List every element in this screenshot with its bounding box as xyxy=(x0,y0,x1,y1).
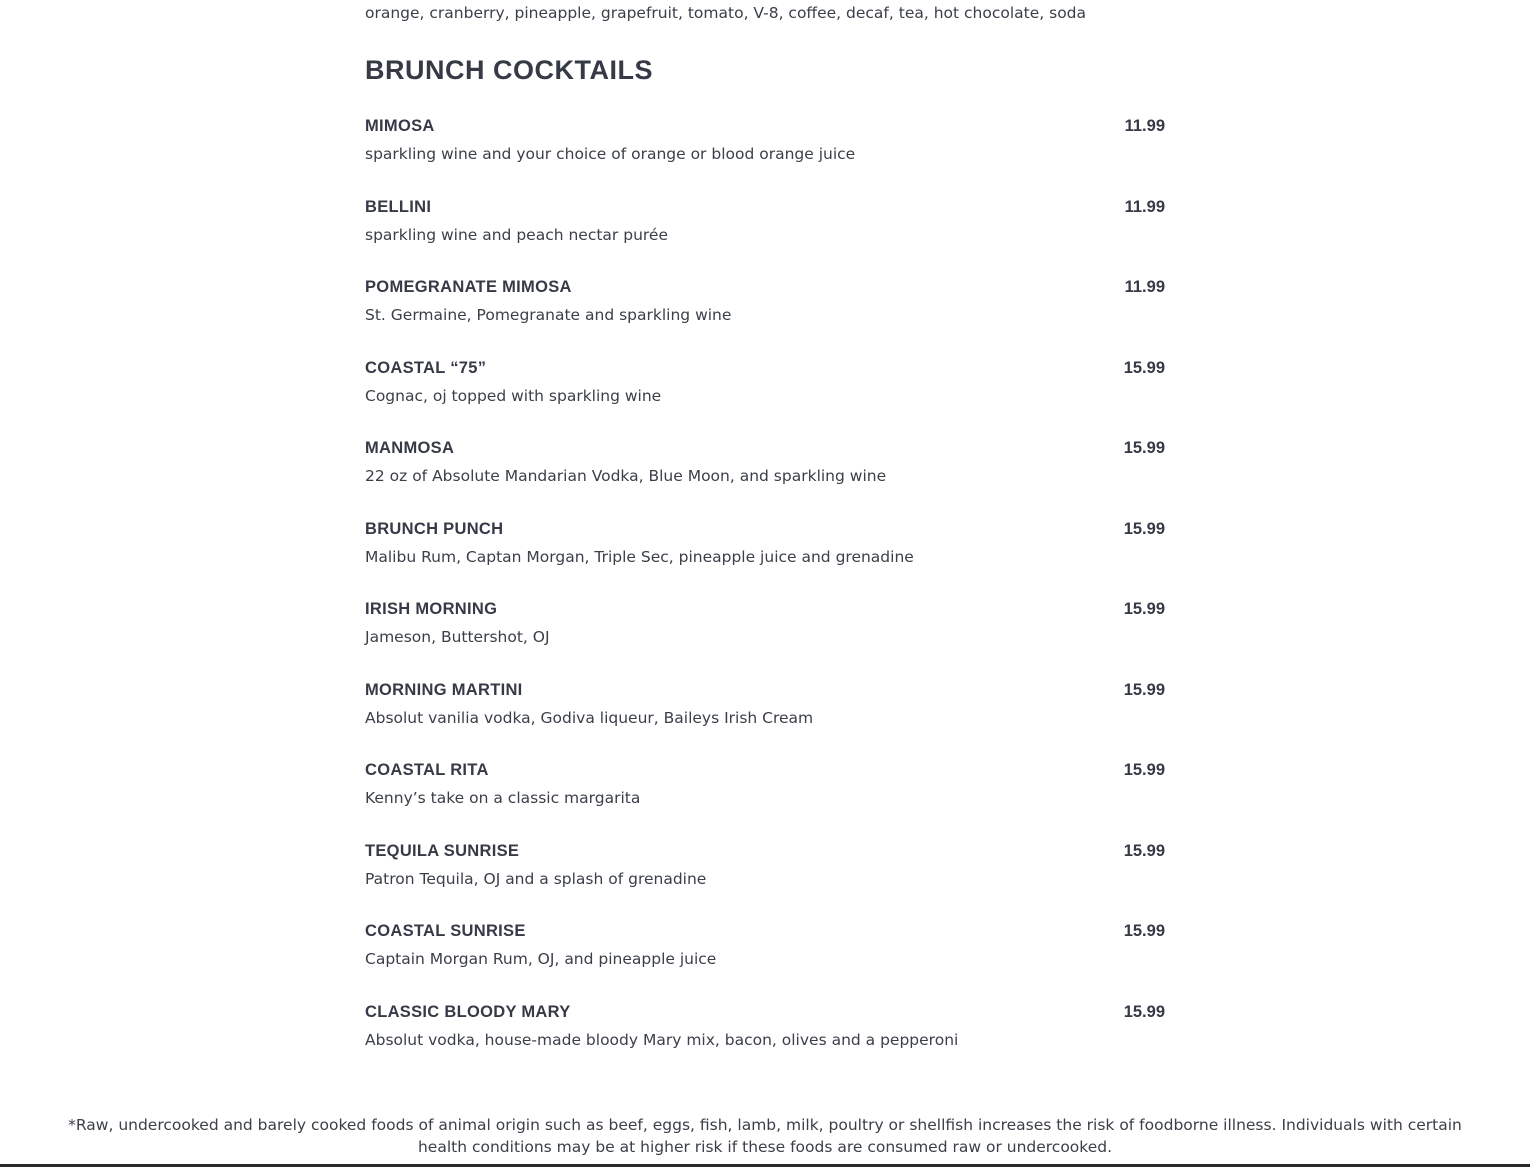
menu-item xyxy=(365,115,1165,196)
menu-item xyxy=(365,598,1165,679)
menu-item xyxy=(365,437,1165,518)
item-name: BRUNCH PUNCH xyxy=(365,519,504,538)
item-description: St. Germaine, Pomegranate and sparkling wine xyxy=(365,306,732,324)
item-description: Cognac, oj topped with sparkling wine xyxy=(365,386,662,405)
item-price: 15.99 xyxy=(1123,439,1165,457)
item-price: 15.99 xyxy=(1123,922,1165,940)
item-price: 15.99 xyxy=(1123,600,1165,618)
food-safety-disclaimer: *Raw, undercooked and barely cooked foods of animal origin such as beef, eggs, fish, lamb, milk, poultry or shellfish increases the risk of foodborne illness. Individuals with certain health conditions may be at higher risk if these foods are consumed raw or undercooked. xyxy=(68,1116,1462,1156)
item-price: 15.99 xyxy=(1123,841,1165,860)
item-price: 15.99 xyxy=(1123,358,1165,377)
item-description: Kenny’s take on a classic margarita xyxy=(365,789,641,807)
item-price: 15.99 xyxy=(1123,519,1165,538)
item-name: POMEGRANATE MIMOSA xyxy=(365,278,572,296)
menu-item xyxy=(365,357,1165,438)
menu-item xyxy=(365,679,1165,760)
item-price: 11.99 xyxy=(1124,117,1165,135)
item-description: Absolut vanilia vodka, Godiva liqueur, Baileys Irish Cream xyxy=(365,708,814,727)
item-name: MORNING MARTINI xyxy=(365,680,523,699)
item-description: 22 oz of Absolute Mandarian Vodka, Blue Moon, and sparkling wine xyxy=(365,467,887,485)
non-alcoholic-beverages-list: orange, cranberry, pineapple, grapefruit, tomato, V-8, coffee, decaf, tea, hot chocolate, soda xyxy=(365,4,1087,22)
item-description: Malibu Rum, Captan Morgan, Triple Sec, pineapple juice and grenadine xyxy=(365,547,914,566)
menu-item xyxy=(365,196,1165,277)
item-name: TEQUILA SUNRISE xyxy=(365,841,520,860)
item-description: Absolut vodka, house-made bloody Mary mix, bacon, olives and a pepperoni xyxy=(365,1030,959,1049)
item-name: CLASSIC BLOODY MARY xyxy=(365,1002,571,1021)
menu-item xyxy=(365,518,1165,599)
cocktail-list xyxy=(365,115,1165,1081)
menu-item xyxy=(365,759,1165,840)
menu-item xyxy=(365,840,1165,921)
item-description: sparkling wine and your choice of orange or blood orange juice xyxy=(365,145,856,163)
item-price: 15.99 xyxy=(1123,761,1165,779)
item-description: sparkling wine and peach nectar purée xyxy=(365,225,668,244)
item-name: MANMOSA xyxy=(365,439,455,457)
item-price: 11.99 xyxy=(1124,197,1165,216)
item-price: 15.99 xyxy=(1123,680,1165,699)
item-name: COASTAL SUNRISE xyxy=(365,922,526,940)
item-description: Captain Morgan Rum, OJ, and pineapple juice xyxy=(365,950,717,968)
menu-item xyxy=(365,1001,1165,1082)
item-name: BELLINI xyxy=(365,197,432,216)
item-description: Jameson, Buttershot, OJ xyxy=(365,628,550,646)
item-name: MIMOSA xyxy=(365,117,435,135)
item-price: 11.99 xyxy=(1124,278,1165,296)
item-name: IRISH MORNING xyxy=(365,600,498,618)
item-name: COASTAL “75” xyxy=(365,358,487,377)
item-price: 15.99 xyxy=(1123,1002,1165,1021)
section-title: BRUNCH COCKTAILS xyxy=(365,55,653,85)
item-name: COASTAL RITA xyxy=(365,761,489,779)
menu-item xyxy=(365,920,1165,1001)
item-description: Patron Tequila, OJ and a splash of grenadine xyxy=(365,869,707,888)
menu-item xyxy=(365,276,1165,357)
